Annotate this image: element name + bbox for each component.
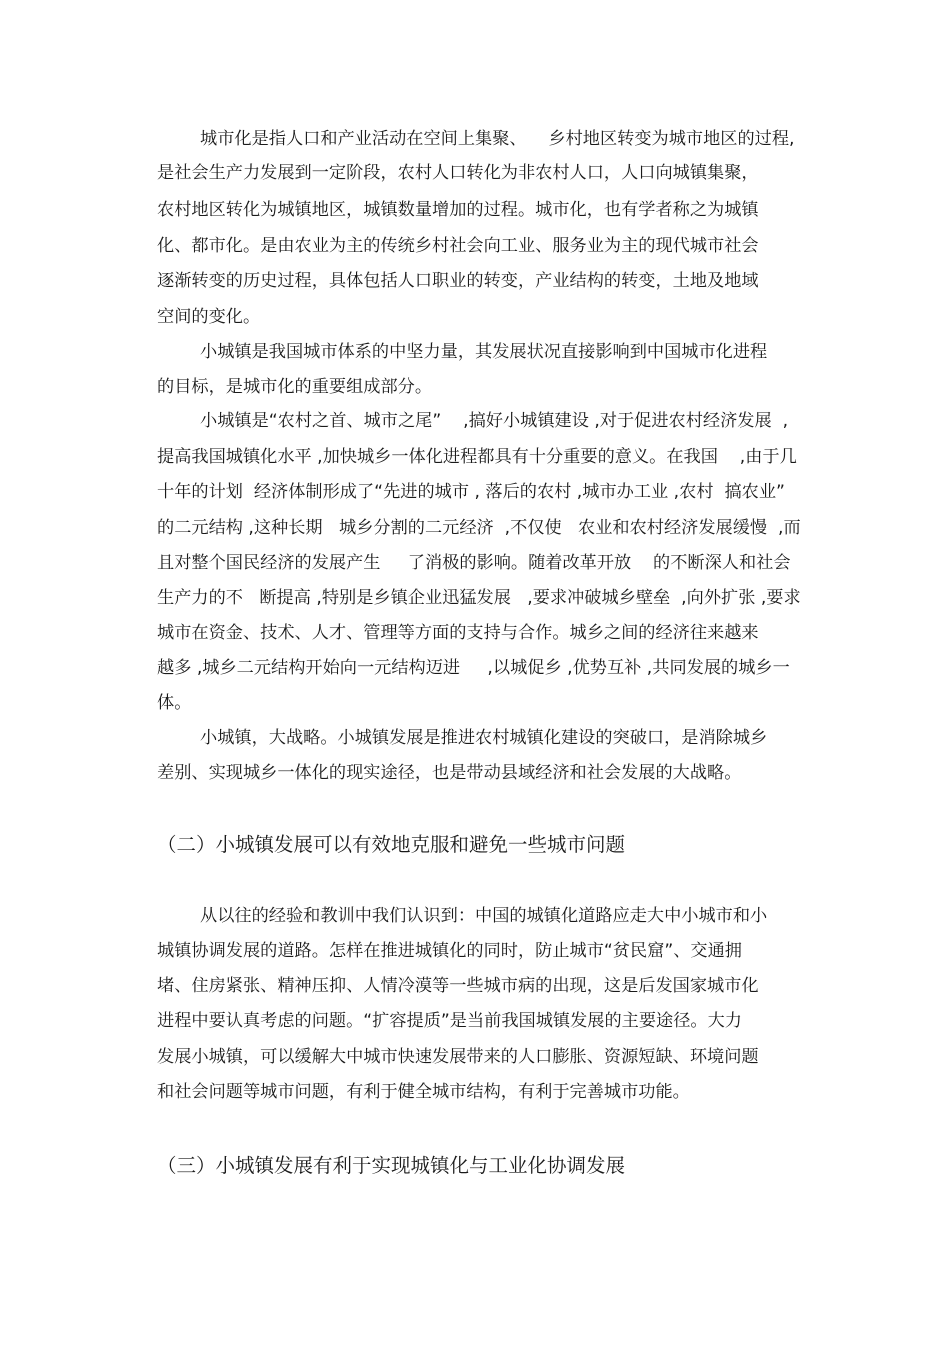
paragraph-5-line-2: 城镇协调发展的道路。怎样在推进城镇化的同时，防止城市“贫民窟”、交通拥 — [157, 941, 742, 961]
paragraph-1-line-4: 化、都市化。是由农业为主的传统乡村社会向工业、服务业为主的现代城市社会 — [157, 236, 759, 256]
paragraph-5-line-4: 进程中要认真考虑的问题。“扩容提质”是当前我国城镇发展的主要途径。大力 — [157, 1011, 742, 1031]
paragraph-5-line-3: 堵、住房紧张、精神压抑、人情冷漠等一些城市病的出现，这是后发国家城市化 — [157, 976, 759, 996]
paragraph-2-line-1: 小城镇是我国城市体系的中坚力量，其发展状况直接影响到中国城市化进程 — [200, 342, 768, 362]
paragraph-3-line-1: 小城镇是“农村之首、城市之尾” ,搞好小城镇建设 ,对于促进农村经济发展 , — [200, 411, 789, 431]
paragraph-3-line-8: 越多 ,城乡二元结构开始向一元结构迈进 ,以城促乡 ,优势互补 ,共同发展的城乡一 — [157, 658, 790, 678]
paragraph-3-line-3: 十年的计划 经济体制形成了“先进的城市 , 落后的农村 ,城市办工业 ,农村 搞农业” — [157, 482, 785, 502]
paragraph-4-line-1: 小城镇，大战略。小城镇发展是推进农村城镇化建设的突破口，是消除城乡 — [200, 728, 768, 748]
paragraph-3-line-6: 生产力的不 断提高 ,特别是乡镇企业迅猛发展 ,要求冲破城乡壁垒 ,向外扩张 ,要求 — [157, 588, 801, 608]
section-heading-two: （二）小城镇发展可以有效地克服和避免一些城市问题 — [157, 833, 626, 856]
paragraph-2-line-2: 的目标，是城市化的重要组成部分。 — [157, 377, 433, 397]
paragraph-3-line-2: 提高我国城镇化水平 ,加快城乡一体化进程都具有十分重要的意义。在我国 ,由于几 — [157, 447, 797, 467]
paragraph-5-line-1: 从以往的经验和教训中我们认识到：中国的城镇化道路应走大中小城市和小 — [200, 906, 768, 926]
paragraph-1-line-3: 农村地区转化为城镇地区，城镇数量增加的过程。城市化，也有学者称之为城镇 — [157, 200, 759, 220]
paragraph-4-line-2: 差别、实现城乡一体化的现实途径，也是带动县域经济和社会发展的大战略。 — [157, 763, 742, 783]
paragraph-3-line-5: 且对整个国民经济的发展产生 了消极的影响。随着改革开放 的不断深人和社会 — [157, 553, 791, 573]
paragraph-1-line-5: 逐渐转变的历史过程，具体包括人口职业的转变，产业结构的转变，土地及地域 — [157, 271, 759, 291]
paragraph-5-line-5: 发展小城镇，可以缓解大中城市快速发展带来的人口膨胀、资源短缺、环境问题 — [157, 1047, 759, 1067]
paragraph-3-line-7: 城市在资金、技术、人才、管理等方面的支持与合作。城乡之间的经济往来越来 — [157, 623, 759, 643]
paragraph-1-line-6: 空间的变化。 — [157, 307, 261, 327]
paragraph-1-line-1: 城市化是指人口和产业活动在空间上集聚、 乡村地区转变为城市地区的过程, — [200, 129, 795, 149]
paragraph-3-line-4: 的二元结构 ,这种长期 城乡分割的二元经济 ,不仅使 农业和农村经济发展缓慢 ,而 — [157, 518, 801, 538]
section-heading-three: （三）小城镇发展有利于实现城镇化与工业化协调发展 — [157, 1154, 626, 1177]
paragraph-5-line-6: 和社会问题等城市问题，有利于健全城市结构，有利于完善城市功能。 — [157, 1082, 690, 1102]
paragraph-3-line-9: 体。 — [157, 693, 192, 713]
paragraph-1-line-2: 是社会生产力发展到一定阶段，农村人口转化为非农村人口，人口向城镇集聚， — [157, 163, 759, 183]
